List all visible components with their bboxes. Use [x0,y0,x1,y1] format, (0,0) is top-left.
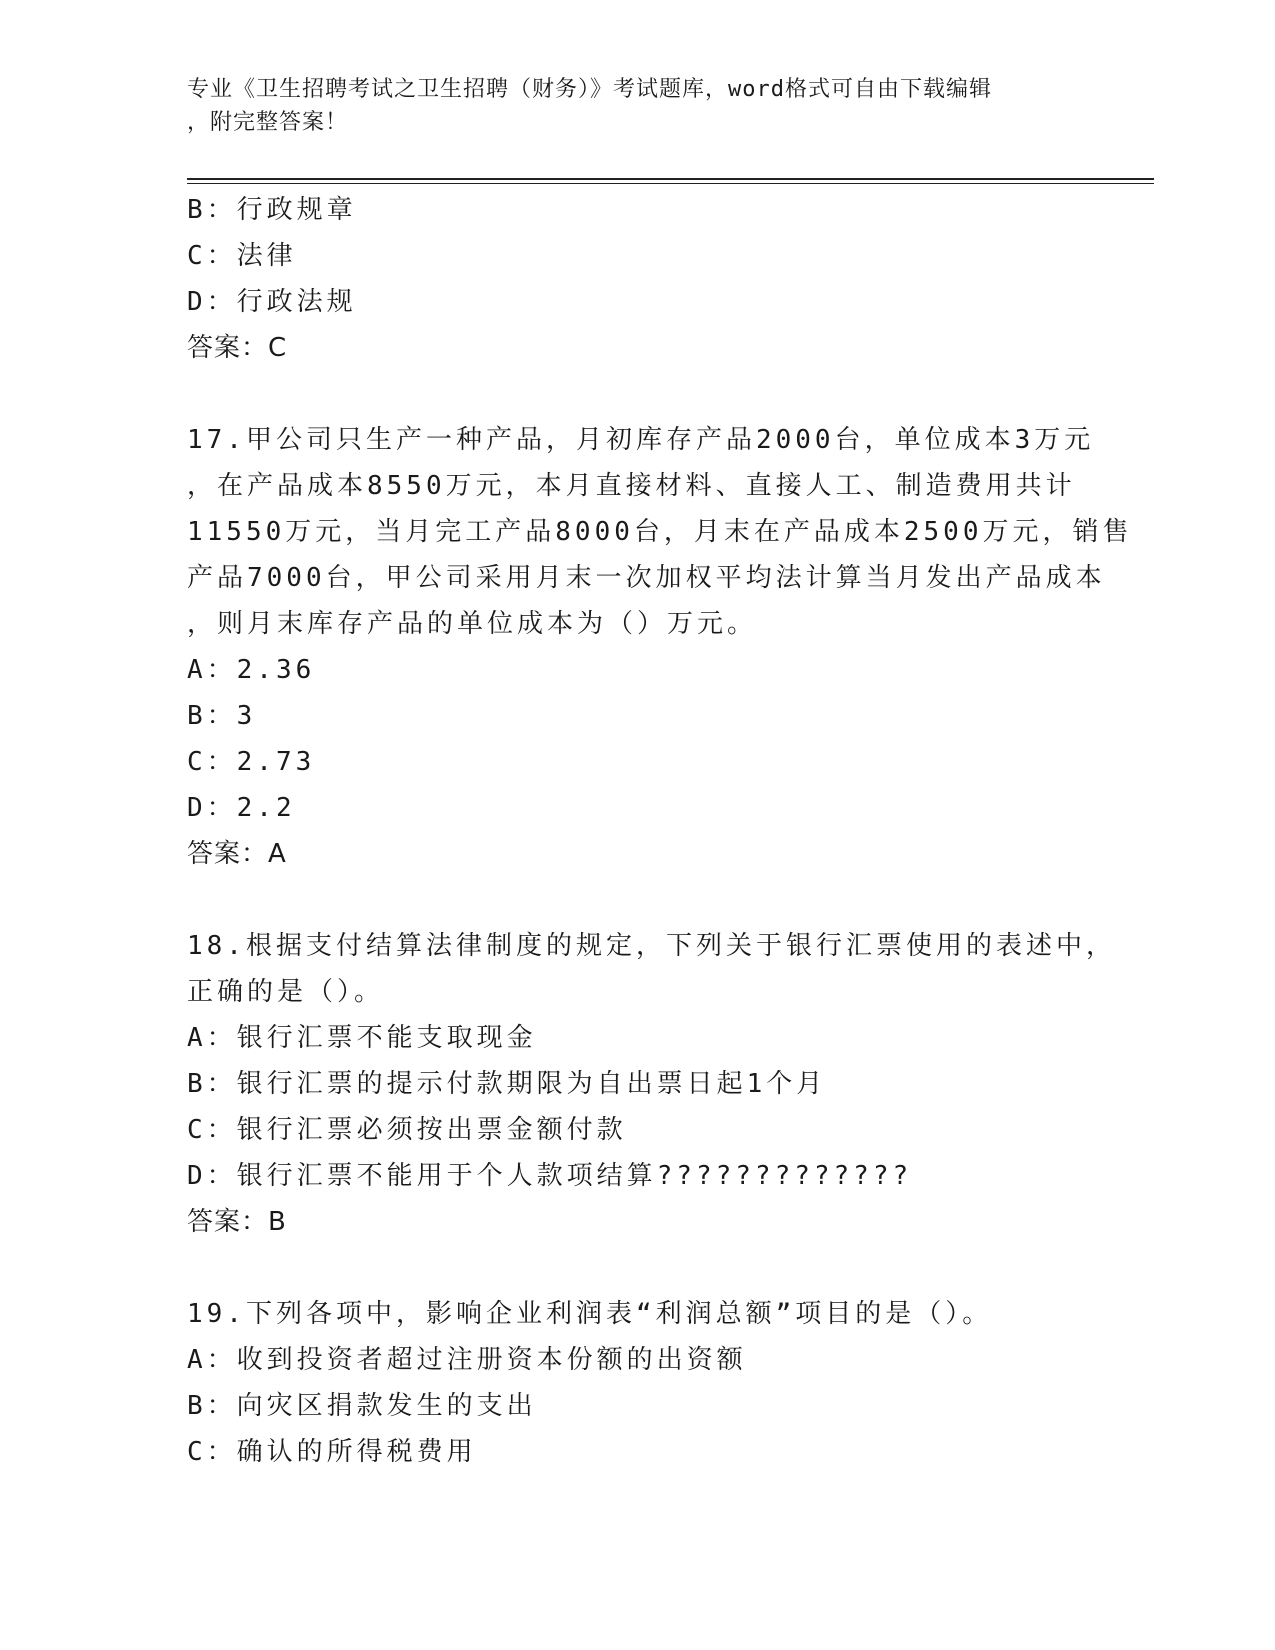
option-d: D：银行汇票不能用于个人款项结算????????????? [187,1161,913,1191]
spacer [187,1245,1077,1291]
question-16-tail [187,187,1077,371]
header-line-1: 专业《卫生招聘考试之卫生招聘（财务）》考试题库，word格式可自由下载编辑 [187,77,992,102]
document-header [187,73,1077,139]
header-rule-thin [187,183,1154,184]
option-b: B：银行汇票的提示付款期限为自出票日起1个月 [187,1069,827,1099]
question-stem-line: 19.下列各项中，影响企业利润表“利润总额”项目的是（）。 [187,1299,993,1329]
question-stem-line: 17.甲公司只生产一种产品，月初库存产品2000台，单位成本3万元 [187,425,1095,455]
option-d: D：2.2 [187,793,296,823]
question-stem-line: 产品7000台，甲公司采用月末一次加权平均法计算当月发出产品成本 [187,563,1106,593]
answer-label: 答案：C [187,333,288,363]
header-line-2: ，附完整答案！ [187,110,349,135]
answer-label: 答案：B [187,1207,287,1237]
document-body [187,187,1133,1475]
answer-label: 答案：A [187,839,287,869]
question-stem-line: ，在产品成本8550万元，本月直接材料、直接人工、制造费用共计 [187,471,1076,501]
option-c: C：2.73 [187,747,316,777]
option-a: A：银行汇票不能支取现金 [187,1023,537,1053]
question-stem-line: 18.根据支付结算法律制度的规定，下列关于银行汇票使用的表述中， [187,931,1116,961]
option-c: C：确认的所得税费用 [187,1437,477,1467]
spacer [187,371,1077,417]
option-d: D：行政法规 [187,287,357,317]
question-19 [187,1291,1077,1475]
question-stem-line: 11550万元，当月完工产品8000台，月末在产品成本2500万元，销售 [187,517,1133,547]
question-stem-line: 正确的是（）。 [187,977,385,1007]
option-a: A：收到投资者超过注册资本份额的出资额 [187,1345,747,1375]
option-c: C：银行汇票必须按出票金额付款 [187,1115,627,1145]
question-stem-line: ，则月末库存产品的单位成本为（）万元。 [187,609,758,639]
spacer [187,877,1077,923]
question-18 [187,923,1116,1245]
header-rule-thick [187,178,1154,180]
question-17 [187,417,1133,877]
option-b: B：向灾区捐款发生的支出 [187,1391,537,1421]
option-b: B：3 [187,701,257,731]
option-c: C：法律 [187,241,297,271]
option-b: B：行政规章 [187,195,357,225]
option-a: A：2.36 [187,655,316,685]
